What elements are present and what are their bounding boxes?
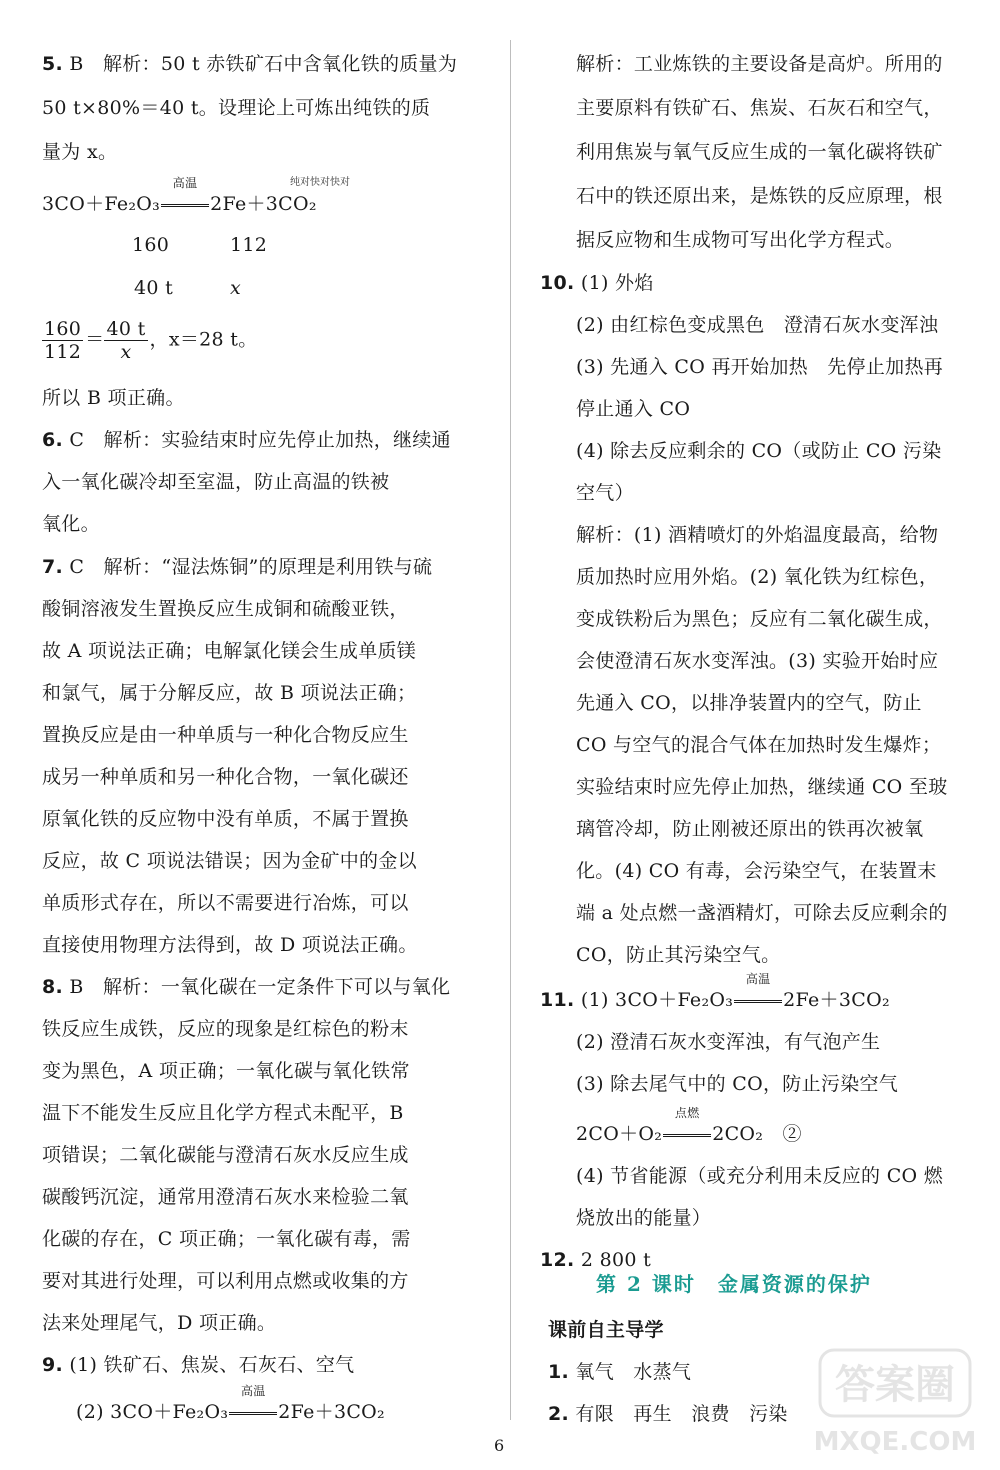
- q8-line-9: 法来处理尾气，D 项正确。: [42, 1312, 277, 1334]
- pre-item-2: 2. 有限 再生 浪费 污染: [548, 1403, 788, 1425]
- q9-line-1: 9. (1) 铁矿石、焦炭、石灰石、空气: [42, 1354, 355, 1376]
- q5-ratio-112: 112: [230, 234, 268, 256]
- q5-stamp-text: 纯对快对快对: [290, 177, 350, 188]
- watermark-bottom-text: MXQE.COM: [813, 1427, 977, 1457]
- q6-line-3: 氧化。: [42, 513, 100, 535]
- q11-line-3: (3) 除去尾气中的 CO，防止污染空气: [576, 1073, 899, 1095]
- q9-equation: (2) 3CO＋Fe₂O₃ 高温 2Fe＋3CO₂: [76, 1384, 385, 1423]
- q9-analysis-line-1: 解析：工业炼铁的主要设备是高炉。所用的: [576, 53, 943, 75]
- q8-line-3: 变为黑色，A 项正确；一氧化碳与氧化铁常: [42, 1060, 410, 1082]
- q5-equation: 3CO＋Fe₂O₃ 高温 2Fe＋3CO₂: [42, 176, 317, 215]
- q12-line: 12. 2 800 t: [540, 1249, 652, 1271]
- fraction-40t-x: $\frac{40 t}{x}$: [106, 318, 146, 363]
- reaction-arrow: 高温: [734, 988, 782, 1012]
- q7-line-4: 和氯气，属于分解反应，故 B 项说法正确；: [42, 682, 417, 704]
- q10-line-6: 空气）: [576, 482, 634, 504]
- q8-line-4: 温下不能发生反应且化学方程式未配平，B: [42, 1102, 404, 1124]
- q5-ratio-40t: 40 t: [134, 277, 174, 299]
- q10-line-15: 化。(4) CO 有毒，会污染空气，在装置末: [576, 860, 937, 882]
- q5-ratio-160: 160: [132, 234, 170, 256]
- q7-line-7: 原氧化铁的反应物中没有单质，不属于置换: [42, 808, 409, 830]
- q8-line-1: 8. B 解析：一氧化碳在一定条件下可以与氧化: [42, 976, 451, 998]
- section-title: 第 2 课时 金属资源的保护: [596, 1272, 872, 1296]
- q7-line-5: 置换反应是由一种单质与一种化合物反应生: [42, 724, 409, 746]
- q10-line-3: (3) 先通入 CO 再开始加热 先停止加热再: [576, 356, 944, 378]
- q5-ratio-x: x: [230, 277, 242, 299]
- q11-line-6: 烧放出的能量）: [576, 1207, 712, 1229]
- q7-line-6: 成另一种单质和另一种化合物，一氧化碳还: [42, 766, 409, 788]
- q8-line-7: 化碳的存在，C 项正确；一氧化碳有毒，需: [42, 1228, 411, 1250]
- q10-line-9: 变成铁粉后为黑色；反应有二氧化碳生成，: [576, 608, 943, 630]
- reaction-arrow: 高温: [161, 192, 209, 216]
- q10-line-8: 质加热时应用外焰。(2) 氧化铁为红棕色，: [576, 566, 939, 588]
- q10-line-14: 璃管冷却，防止刚被还原出的铁再次被氧: [576, 818, 924, 840]
- q7-line-2: 酸铜溶液发生置换反应生成铜和硫酸亚铁，: [42, 598, 409, 620]
- q9-analysis-line-3: 利用焦炭与氧气反应生成的一氧化碳将铁矿: [576, 141, 943, 163]
- q8-line-6: 碳酸钙沉淀，通常用澄清石灰水来检验二氧: [42, 1186, 409, 1208]
- page-number: 6: [494, 1436, 505, 1455]
- fraction-160-112: $\frac{160}{112}$: [44, 318, 82, 363]
- q6-line-1: 6. C 解析：实验结束时应先停止加热，继续通: [42, 429, 451, 451]
- q10-line-11: 先通入 CO，以排净装置内的空气，防止: [576, 692, 922, 714]
- watermark-logo: [800, 1342, 990, 1462]
- q11-line-5: (4) 节省能源（或充分利用未反应的 CO 燃: [576, 1165, 944, 1187]
- q10-line-5: (4) 除去反应剩余的 CO（或防止 CO 污染: [576, 440, 942, 462]
- watermark-top-text: 答案圈: [835, 1362, 955, 1408]
- q5-number: 5.: [42, 53, 64, 75]
- q10-line-16: 端 a 处点燃一盏酒精灯，可除去反应剩余的: [576, 902, 948, 924]
- q11-line-1: 11. (1) 3CO＋Fe₂O₃ 高温 2Fe＋3CO₂: [540, 972, 890, 1011]
- q5-line-3: 量为 x。: [42, 141, 118, 163]
- pre-item-1: 1. 氧气 水蒸气: [548, 1361, 692, 1383]
- reaction-arrow: 高温: [229, 1400, 277, 1424]
- column-divider: [510, 40, 511, 1420]
- q10-line-4: 停止通入 CO: [576, 398, 691, 420]
- q10-line-2: (2) 由红棕色变成黑色 澄清石灰水变浑浊: [576, 314, 939, 336]
- q8-line-2: 铁反应生成铁，反应的现象是红棕色的粉末: [42, 1018, 409, 1040]
- q7-line-3: 故 A 项说法正确；电解氯化镁会生成单质镁: [42, 640, 417, 662]
- q9-analysis-line-2: 主要原料有铁矿石、焦炭、石灰石和空气，: [576, 97, 943, 119]
- q10-line-17: CO，防止其污染空气。: [576, 944, 781, 966]
- q9-analysis-line-5: 据反应物和生成物可写出化学方程式。: [576, 229, 905, 251]
- reaction-arrow: 点燃: [663, 1122, 711, 1146]
- q10-line-12: CO 与空气的混合气体在加热时发生爆炸；: [576, 734, 942, 756]
- q7-line-8: 反应，故 C 项说法错误；因为金矿中的金以: [42, 850, 417, 872]
- q10-line-1: 10. (1) 外焰: [540, 272, 654, 294]
- q11-line-2: (2) 澄清石灰水变浑浊，有气泡产生: [576, 1031, 881, 1053]
- q10-line-7: 解析：(1) 酒精喷灯的外焰温度最高，给物: [576, 524, 939, 546]
- q7-line-10: 直接使用物理方法得到，故 D 项说法正确。: [42, 934, 418, 956]
- q7-line-9: 单质形式存在，所以不需要进行冶炼，可以: [42, 892, 409, 914]
- q8-line-5: 项错误；二氧化碳能与澄清石灰水反应生成: [42, 1144, 409, 1166]
- q6-line-2: 入一氧化碳冷却至室温，防止高温的铁被: [42, 471, 390, 493]
- q5-line-1: 5. B 解析：50 t 赤铁矿石中含氧化铁的质量为: [42, 53, 458, 75]
- pre-study-heading: 课前自主导学: [548, 1319, 664, 1341]
- q11-equation-2: 2CO＋O₂ 点燃 2CO₂ ②: [576, 1106, 802, 1145]
- q10-line-13: 实验结束时应先停止加热，继续通 CO 至玻: [576, 776, 948, 798]
- q7-line-1: 7. C 解析：“湿法炼铜”的原理是利用铁与硫: [42, 556, 433, 578]
- q8-line-8: 要对其进行处理，可以利用点燃或收集的方: [42, 1270, 409, 1292]
- q5-conclusion: 所以 B 项正确。: [42, 387, 185, 409]
- q9-analysis-line-4: 石中的铁还原出来，是炼铁的反应原理，根: [576, 185, 943, 207]
- q10-line-10: 会使澄清石灰水变浑浊。(3) 实验开始时应: [576, 650, 939, 672]
- q5-line-2: 50 t×80%＝40 t。设理论上可炼出纯铁的质: [42, 97, 431, 119]
- q5-proportion: $\frac{160}{112}$ ＝ $\frac{40 t}{x}$ ，x＝28 t。: [44, 318, 258, 363]
